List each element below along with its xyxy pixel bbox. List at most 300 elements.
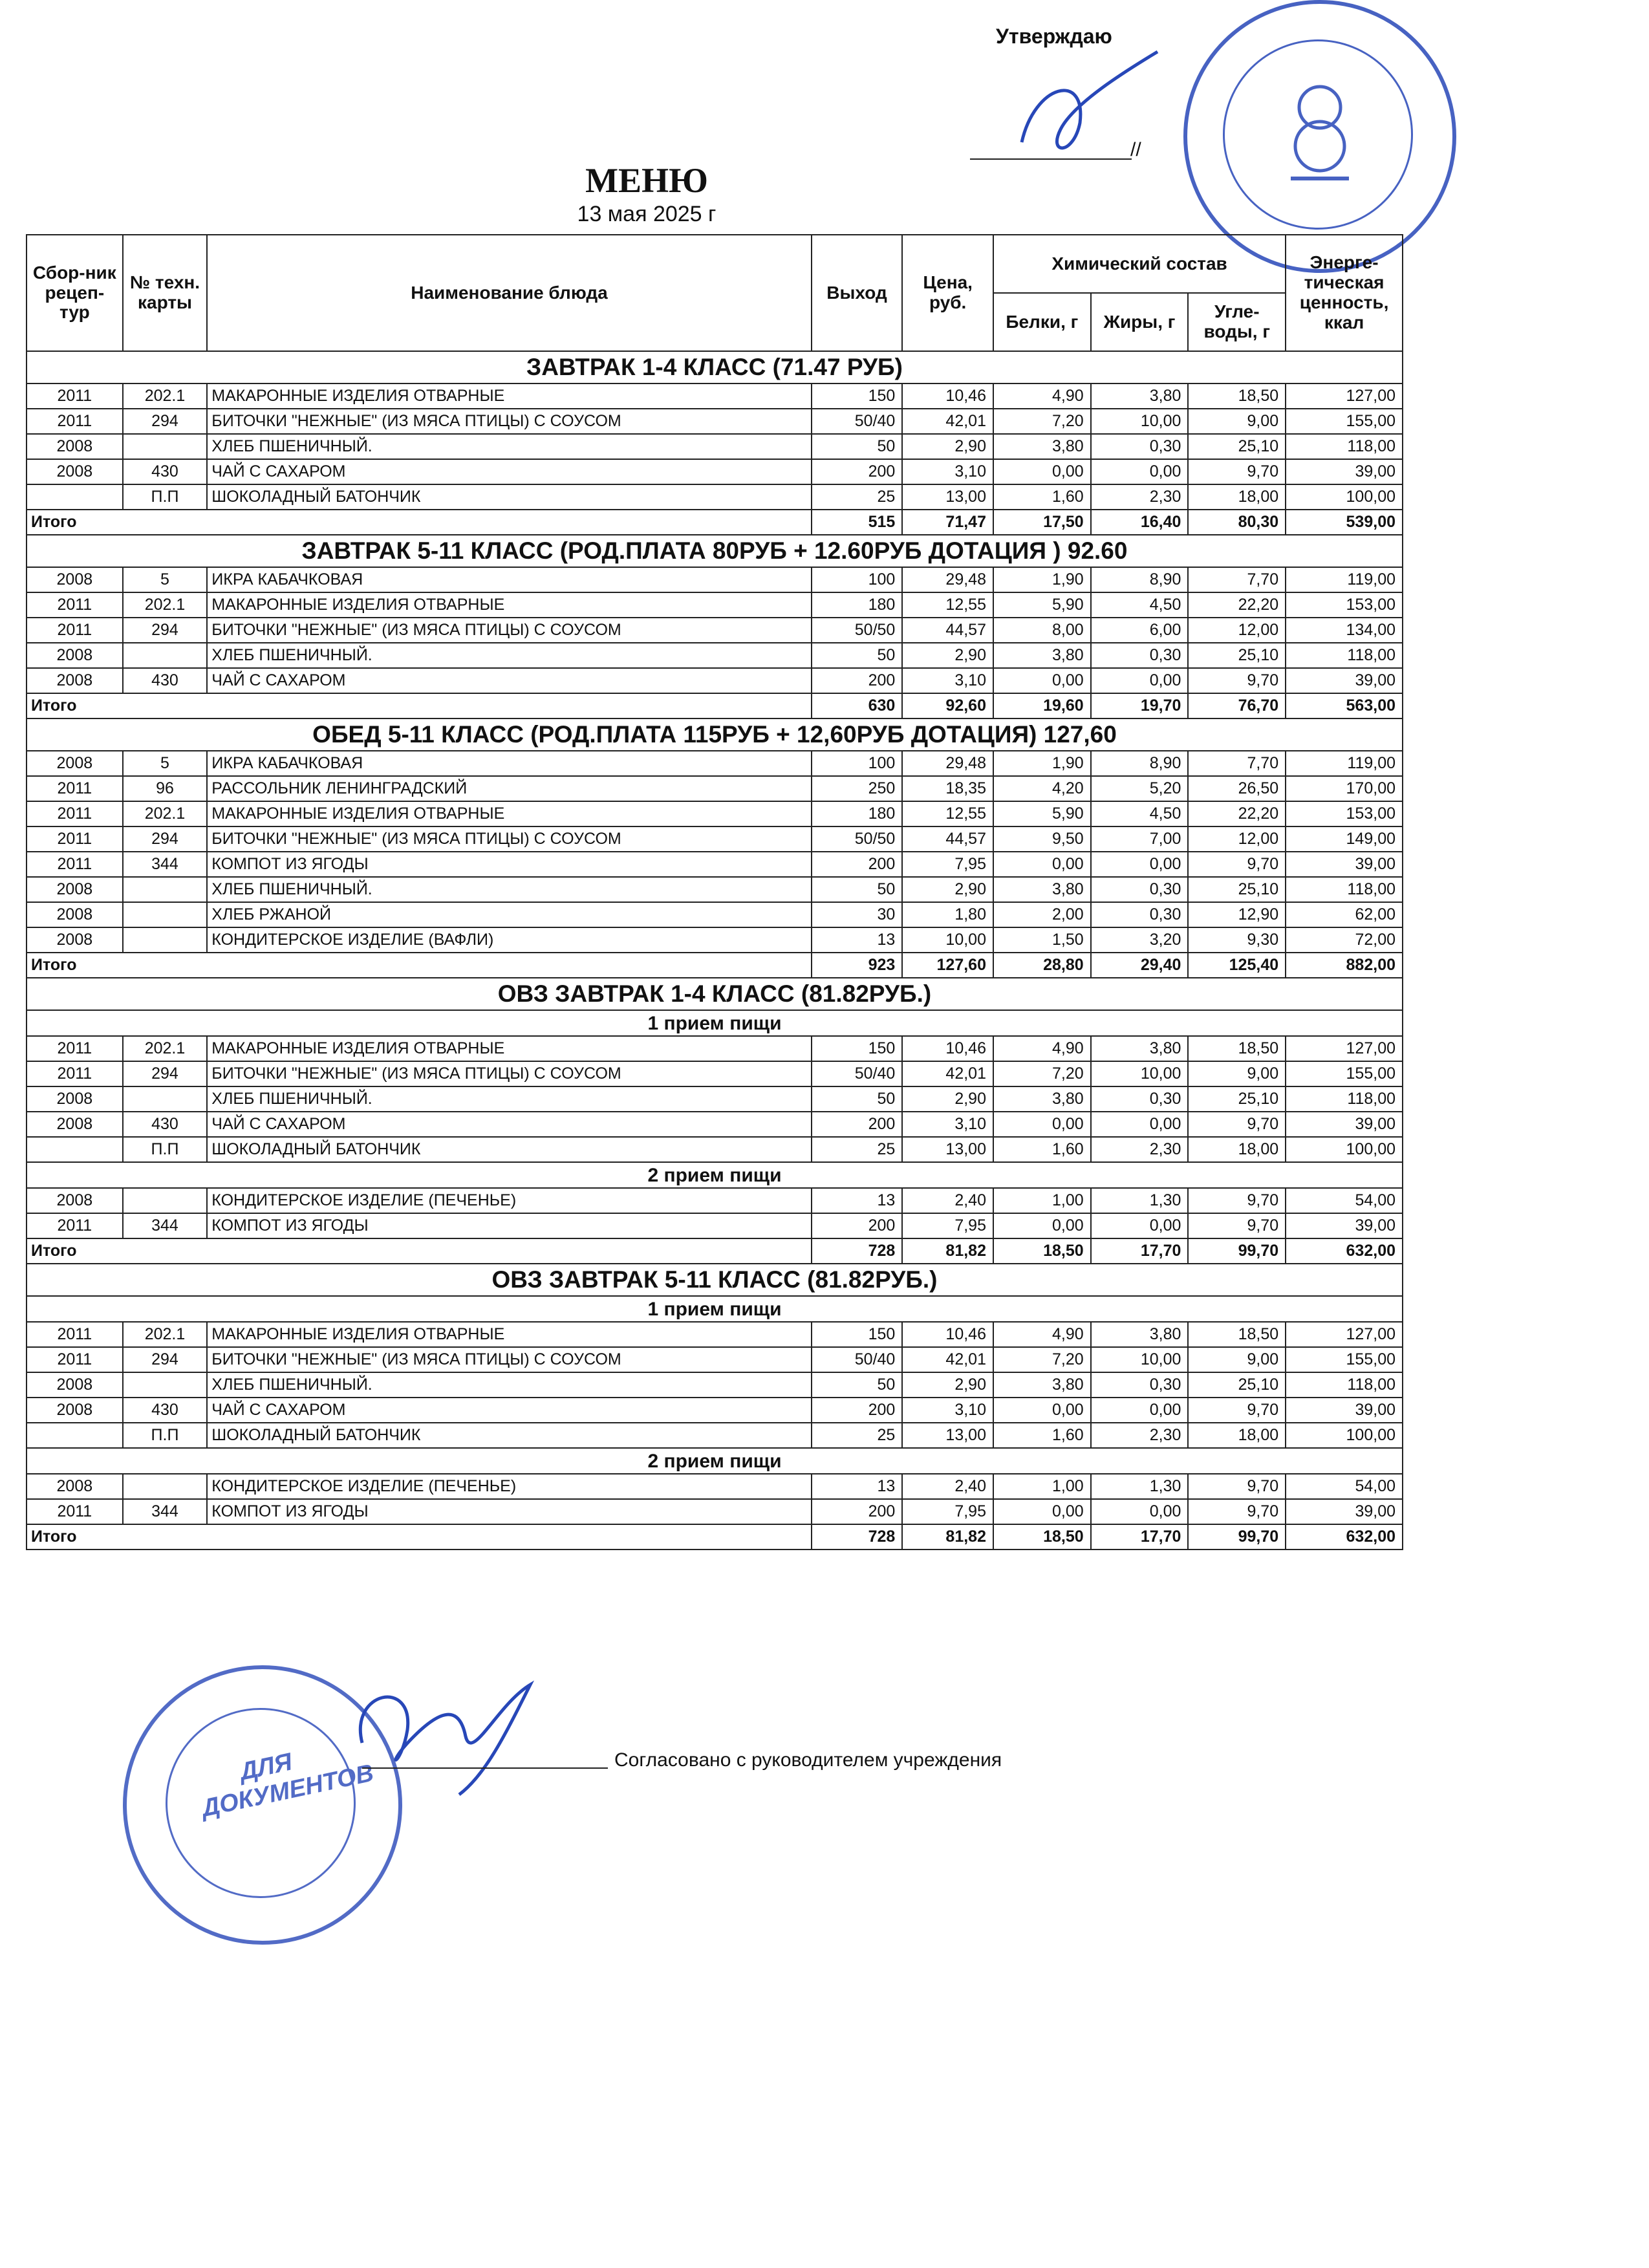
total-label: Итого: [27, 1524, 812, 1550]
table-row: [27, 1086, 1403, 1112]
fat-cell: 7,00: [1091, 826, 1189, 852]
card-cell: 96: [123, 776, 208, 801]
table-row: [27, 459, 1403, 484]
price-cell: 44,57: [902, 826, 993, 852]
dish-name-cell: БИТОЧКИ "НЕЖНЫЕ" (ИЗ МЯСА ПТИЦЫ) С СОУСОМ: [207, 1061, 811, 1086]
collection-cell: 2008: [27, 643, 123, 668]
carbs-cell: 25,10: [1188, 643, 1286, 668]
card-cell: 294: [123, 409, 208, 434]
table-row: [27, 1347, 1403, 1372]
fat-cell: 0,00: [1091, 668, 1189, 693]
meal-subtitle-row: [27, 1296, 1403, 1322]
card-cell: [123, 1086, 208, 1112]
yield-cell: 50/50: [812, 826, 903, 852]
fat-cell: 0,00: [1091, 459, 1189, 484]
carbs-cell: 25,10: [1188, 1372, 1286, 1398]
total-label: Итого: [27, 510, 812, 535]
table-row: [27, 383, 1403, 409]
dish-name-cell: ХЛЕБ ПШЕНИЧНЫЙ.: [207, 1372, 811, 1398]
yield-cell: 200: [812, 852, 903, 877]
section-title: ОВЗ ЗАВТРАК 5-11 КЛАСС (81.82РУБ.): [27, 1264, 1403, 1296]
collection-cell: 2008: [27, 927, 123, 953]
meal-subtitle: 2 прием пищи: [27, 1448, 1403, 1474]
total-energy: 539,00: [1286, 510, 1403, 535]
table-row: [27, 668, 1403, 693]
price-cell: 10,00: [902, 927, 993, 953]
carbs-cell: 9,70: [1188, 668, 1286, 693]
card-cell: 344: [123, 1499, 208, 1524]
dish-name-cell: КОНДИТЕРСКОЕ ИЗДЕЛИЕ (ПЕЧЕНЬЕ): [207, 1188, 811, 1213]
fat-cell: 2,30: [1091, 1137, 1189, 1162]
table-row: [27, 927, 1403, 953]
col-yield-header: Выход: [812, 235, 903, 351]
fat-cell: 0,00: [1091, 852, 1189, 877]
yield-cell: 200: [812, 459, 903, 484]
card-cell: 294: [123, 826, 208, 852]
total-fat: 17,70: [1091, 1238, 1189, 1264]
card-cell: 430: [123, 459, 208, 484]
dish-name-cell: МАКАРОННЫЕ ИЗДЕЛИЯ ОТВАРНЫЕ: [207, 383, 811, 409]
total-row: [27, 510, 1403, 535]
dish-name-cell: КОНДИТЕРСКОЕ ИЗДЕЛИЕ (ПЕЧЕНЬЕ): [207, 1474, 811, 1499]
protein-cell: 1,50: [993, 927, 1091, 953]
price-cell: 2,40: [902, 1188, 993, 1213]
yield-cell: 25: [812, 1423, 903, 1448]
yield-cell: 50/40: [812, 1061, 903, 1086]
meal-subtitle: 1 прием пищи: [27, 1010, 1403, 1036]
price-cell: 2,90: [902, 877, 993, 902]
price-cell: 2,90: [902, 643, 993, 668]
collection-cell: 2011: [27, 776, 123, 801]
total-carbs: 76,70: [1188, 693, 1286, 718]
price-cell: 3,10: [902, 668, 993, 693]
table-row: [27, 1188, 1403, 1213]
dish-name-cell: БИТОЧКИ "НЕЖНЫЕ" (ИЗ МЯСА ПТИЦЫ) С СОУСОМ: [207, 826, 811, 852]
dish-name-cell: ХЛЕБ ПШЕНИЧНЫЙ.: [207, 434, 811, 459]
protein-cell: 4,90: [993, 383, 1091, 409]
total-fat: 19,70: [1091, 693, 1189, 718]
dish-name-cell: МАКАРОННЫЕ ИЗДЕЛИЯ ОТВАРНЫЕ: [207, 1036, 811, 1061]
price-cell: 13,00: [902, 484, 993, 510]
menu-date: 13 мая 2025 г: [577, 202, 717, 226]
col-protein-header: Белки, г: [993, 293, 1091, 351]
protein-cell: 3,80: [993, 643, 1091, 668]
dish-name-cell: МАКАРОННЫЕ ИЗДЕЛИЯ ОТВАРНЫЕ: [207, 592, 811, 618]
protein-cell: 9,50: [993, 826, 1091, 852]
price-cell: 10,46: [902, 1322, 993, 1347]
dish-name-cell: ШОКОЛАДНЫЙ БАТОНЧИК: [207, 1423, 811, 1448]
total-protein: 18,50: [993, 1524, 1091, 1550]
yield-cell: 150: [812, 1036, 903, 1061]
protein-cell: 7,20: [993, 1061, 1091, 1086]
card-cell: 202.1: [123, 801, 208, 826]
carbs-cell: 9,00: [1188, 1347, 1286, 1372]
col-collection-header: Сбор-ник рецеп-тур: [27, 235, 123, 351]
fat-cell: 6,00: [1091, 618, 1189, 643]
fat-cell: 10,00: [1091, 1347, 1189, 1372]
table-row: [27, 1474, 1403, 1499]
fat-cell: 0,00: [1091, 1398, 1189, 1423]
protein-cell: 1,00: [993, 1474, 1091, 1499]
carbs-cell: 18,50: [1188, 383, 1286, 409]
energy-cell: 155,00: [1286, 1061, 1403, 1086]
price-cell: 13,00: [902, 1137, 993, 1162]
yield-cell: 200: [812, 1213, 903, 1238]
meal-subtitle-row: [27, 1010, 1403, 1036]
collection-cell: 2011: [27, 801, 123, 826]
card-cell: [123, 1372, 208, 1398]
total-row: [27, 693, 1403, 718]
energy-cell: 100,00: [1286, 484, 1403, 510]
carbs-cell: 7,70: [1188, 567, 1286, 592]
total-label: Итого: [27, 693, 812, 718]
director-signature: [1009, 45, 1170, 168]
total-carbs: 99,70: [1188, 1524, 1286, 1550]
dish-name-cell: БИТОЧКИ "НЕЖНЫЕ" (ИЗ МЯСА ПТИЦЫ) С СОУСОМ: [207, 409, 811, 434]
yield-cell: 100: [812, 567, 903, 592]
table-row: [27, 877, 1403, 902]
yield-cell: 200: [812, 1499, 903, 1524]
total-yield: 515: [812, 510, 903, 535]
dish-name-cell: МАКАРОННЫЕ ИЗДЕЛИЯ ОТВАРНЫЕ: [207, 1322, 811, 1347]
fat-cell: 0,30: [1091, 434, 1189, 459]
table-row: [27, 1398, 1403, 1423]
protein-cell: 1,60: [993, 1423, 1091, 1448]
price-cell: 2,90: [902, 1372, 993, 1398]
carbs-cell: 9,00: [1188, 409, 1286, 434]
card-cell: 294: [123, 618, 208, 643]
card-cell: 202.1: [123, 592, 208, 618]
protein-cell: 3,80: [993, 1086, 1091, 1112]
table-row: [27, 1061, 1403, 1086]
energy-cell: 149,00: [1286, 826, 1403, 852]
total-row: [27, 953, 1403, 978]
carbs-cell: 18,50: [1188, 1322, 1286, 1347]
yield-cell: 100: [812, 751, 903, 776]
total-energy: 563,00: [1286, 693, 1403, 718]
carbs-cell: 18,50: [1188, 1036, 1286, 1061]
collection-cell: 2011: [27, 1322, 123, 1347]
yield-cell: 200: [812, 1112, 903, 1137]
yield-cell: 180: [812, 592, 903, 618]
card-cell: 294: [123, 1347, 208, 1372]
yield-cell: 13: [812, 927, 903, 953]
table-row: [27, 1137, 1403, 1162]
collection-cell: 2011: [27, 1213, 123, 1238]
dish-name-cell: КОМПОТ ИЗ ЯГОДЫ: [207, 1213, 811, 1238]
price-cell: 29,48: [902, 751, 993, 776]
section-title: ОВЗ ЗАВТРАК 1-4 КЛАСС (81.82РУБ.): [27, 978, 1403, 1010]
dish-name-cell: ИКРА КАБАЧКОВАЯ: [207, 567, 811, 592]
energy-cell: 155,00: [1286, 409, 1403, 434]
total-label: Итого: [27, 953, 812, 978]
dish-name-cell: ЧАЙ С САХАРОМ: [207, 459, 811, 484]
card-cell: [123, 902, 208, 927]
meal-subtitle-row: [27, 1448, 1403, 1474]
manager-signature: [336, 1665, 582, 1801]
price-cell: 18,35: [902, 776, 993, 801]
price-cell: 29,48: [902, 567, 993, 592]
energy-cell: 155,00: [1286, 1347, 1403, 1372]
collection-cell: 2011: [27, 618, 123, 643]
card-cell: П.П: [123, 1423, 208, 1448]
approve-signature-line: [970, 158, 1132, 160]
table-row: [27, 618, 1403, 643]
dish-name-cell: БИТОЧКИ "НЕЖНЫЕ" (ИЗ МЯСА ПТИЦЫ) С СОУСОМ: [207, 1347, 811, 1372]
agreed-text: Согласовано с руководителем учреждения: [614, 1749, 1002, 1771]
dish-name-cell: ХЛЕБ ПШЕНИЧНЫЙ.: [207, 1086, 811, 1112]
card-cell: 344: [123, 1213, 208, 1238]
meal-subtitle: 1 прием пищи: [27, 1296, 1403, 1322]
protein-cell: 0,00: [993, 852, 1091, 877]
price-cell: 2,90: [902, 434, 993, 459]
collection-cell: 2008: [27, 668, 123, 693]
protein-cell: 3,80: [993, 434, 1091, 459]
collection-cell: 2008: [27, 1398, 123, 1423]
collection-cell: [27, 1423, 123, 1448]
yield-cell: 200: [812, 668, 903, 693]
card-cell: 5: [123, 567, 208, 592]
total-price: 92,60: [902, 693, 993, 718]
collection-cell: 2008: [27, 1086, 123, 1112]
total-yield: 728: [812, 1238, 903, 1264]
price-cell: 1,80: [902, 902, 993, 927]
protein-cell: 0,00: [993, 1112, 1091, 1137]
yield-cell: 50: [812, 643, 903, 668]
energy-cell: 119,00: [1286, 751, 1403, 776]
fat-cell: 10,00: [1091, 1061, 1189, 1086]
price-cell: 2,90: [902, 1086, 993, 1112]
total-price: 81,82: [902, 1524, 993, 1550]
energy-cell: 54,00: [1286, 1188, 1403, 1213]
collection-cell: 2008: [27, 1188, 123, 1213]
meal-subtitle-row: [27, 1162, 1403, 1188]
energy-cell: 100,00: [1286, 1137, 1403, 1162]
table-row: [27, 1372, 1403, 1398]
carbs-cell: 18,00: [1188, 1423, 1286, 1448]
approve-slashes: //: [1130, 139, 1141, 160]
section-title-row: [27, 535, 1403, 567]
collection-cell: 2011: [27, 409, 123, 434]
energy-cell: 118,00: [1286, 434, 1403, 459]
yield-cell: 50: [812, 434, 903, 459]
energy-cell: 39,00: [1286, 1398, 1403, 1423]
carbs-cell: 9,00: [1188, 1061, 1286, 1086]
total-fat: 16,40: [1091, 510, 1189, 535]
table-row: [27, 434, 1403, 459]
price-cell: 3,10: [902, 459, 993, 484]
section-title-row: [27, 718, 1403, 751]
carbs-cell: 12,00: [1188, 826, 1286, 852]
table-row: [27, 801, 1403, 826]
fat-cell: 5,20: [1091, 776, 1189, 801]
yield-cell: 150: [812, 1322, 903, 1347]
protein-cell: 1,60: [993, 1137, 1091, 1162]
fat-cell: 3,80: [1091, 1036, 1189, 1061]
protein-cell: 2,00: [993, 902, 1091, 927]
collection-cell: 2008: [27, 1372, 123, 1398]
collection-cell: 2011: [27, 826, 123, 852]
dish-name-cell: РАССОЛЬНИК ЛЕНИНГРАДСКИЙ: [207, 776, 811, 801]
total-price: 71,47: [902, 510, 993, 535]
col-card-header: № техн. карты: [123, 235, 208, 351]
protein-cell: 5,90: [993, 592, 1091, 618]
energy-cell: 118,00: [1286, 1086, 1403, 1112]
total-price: 127,60: [902, 953, 993, 978]
energy-cell: 118,00: [1286, 1372, 1403, 1398]
fat-cell: 3,80: [1091, 1322, 1189, 1347]
fat-cell: 8,90: [1091, 751, 1189, 776]
collection-cell: 2008: [27, 459, 123, 484]
fat-cell: 0,00: [1091, 1499, 1189, 1524]
yield-cell: 25: [812, 484, 903, 510]
table-row: [27, 567, 1403, 592]
protein-cell: 4,90: [993, 1036, 1091, 1061]
dish-name-cell: МАКАРОННЫЕ ИЗДЕЛИЯ ОТВАРНЫЕ: [207, 801, 811, 826]
energy-cell: 127,00: [1286, 1322, 1403, 1347]
total-fat: 29,40: [1091, 953, 1189, 978]
protein-cell: 1,90: [993, 751, 1091, 776]
collection-cell: 2008: [27, 877, 123, 902]
table-row: [27, 751, 1403, 776]
fat-cell: 4,50: [1091, 801, 1189, 826]
total-carbs: 125,40: [1188, 953, 1286, 978]
collection-cell: 2011: [27, 383, 123, 409]
table-row: [27, 902, 1403, 927]
price-cell: 42,01: [902, 1061, 993, 1086]
price-cell: 12,55: [902, 592, 993, 618]
fat-cell: 3,80: [1091, 383, 1189, 409]
approve-label: Утверждаю: [996, 25, 1112, 48]
collection-cell: [27, 1137, 123, 1162]
energy-cell: 118,00: [1286, 877, 1403, 902]
energy-cell: 54,00: [1286, 1474, 1403, 1499]
table-row: [27, 592, 1403, 618]
price-cell: 10,46: [902, 383, 993, 409]
collection-cell: [27, 484, 123, 510]
total-protein: 18,50: [993, 1238, 1091, 1264]
card-cell: [123, 927, 208, 953]
card-cell: 202.1: [123, 1036, 208, 1061]
protein-cell: 5,90: [993, 801, 1091, 826]
menu-body: [27, 351, 1403, 1550]
yield-cell: 25: [812, 1137, 903, 1162]
table-row: [27, 1322, 1403, 1347]
total-protein: 19,60: [993, 693, 1091, 718]
price-cell: 7,95: [902, 852, 993, 877]
dish-name-cell: КОНДИТЕРСКОЕ ИЗДЕЛИЕ (ВАФЛИ): [207, 927, 811, 953]
price-cell: 3,10: [902, 1112, 993, 1137]
collection-cell: 2008: [27, 902, 123, 927]
meal-subtitle: 2 прием пищи: [27, 1162, 1403, 1188]
protein-cell: 7,20: [993, 409, 1091, 434]
price-cell: 42,01: [902, 409, 993, 434]
fat-cell: 1,30: [1091, 1474, 1189, 1499]
carbs-cell: 22,20: [1188, 801, 1286, 826]
table-row: [27, 776, 1403, 801]
yield-cell: 30: [812, 902, 903, 927]
carbs-cell: 9,30: [1188, 927, 1286, 953]
table-row: [27, 643, 1403, 668]
fat-cell: 10,00: [1091, 409, 1189, 434]
collection-cell: 2011: [27, 1036, 123, 1061]
total-carbs: 80,30: [1188, 510, 1286, 535]
dish-name-cell: ХЛЕБ РЖАНОЙ: [207, 902, 811, 927]
protein-cell: 1,90: [993, 567, 1091, 592]
yield-cell: 50: [812, 877, 903, 902]
fat-cell: 3,20: [1091, 927, 1189, 953]
total-label: Итого: [27, 1238, 812, 1264]
table-row: [27, 409, 1403, 434]
total-protein: 28,80: [993, 953, 1091, 978]
carbs-cell: 22,20: [1188, 592, 1286, 618]
carbs-cell: 9,70: [1188, 1213, 1286, 1238]
col-chem-header: Химический состав: [993, 235, 1286, 293]
price-cell: 12,55: [902, 801, 993, 826]
col-fat-header: Жиры, г: [1091, 293, 1189, 351]
fat-cell: 1,30: [1091, 1188, 1189, 1213]
section-title-row: [27, 351, 1403, 383]
carbs-cell: 18,00: [1188, 484, 1286, 510]
yield-cell: 50/40: [812, 1347, 903, 1372]
agree-signature-line: [362, 1767, 608, 1769]
collection-cell: 2008: [27, 434, 123, 459]
carbs-cell: 25,10: [1188, 877, 1286, 902]
dish-name-cell: БИТОЧКИ "НЕЖНЫЕ" (ИЗ МЯСА ПТИЦЫ) С СОУСОМ: [207, 618, 811, 643]
energy-cell: 119,00: [1286, 567, 1403, 592]
collection-cell: 2011: [27, 852, 123, 877]
collection-cell: 2008: [27, 1474, 123, 1499]
fat-cell: 2,30: [1091, 1423, 1189, 1448]
protein-cell: 7,20: [993, 1347, 1091, 1372]
price-cell: 42,01: [902, 1347, 993, 1372]
total-price: 81,82: [902, 1238, 993, 1264]
table-row: [27, 852, 1403, 877]
card-cell: 430: [123, 1398, 208, 1423]
card-cell: 202.1: [123, 1322, 208, 1347]
energy-cell: 134,00: [1286, 618, 1403, 643]
protein-cell: 0,00: [993, 668, 1091, 693]
dish-name-cell: ХЛЕБ ПШЕНИЧНЫЙ.: [207, 643, 811, 668]
price-cell: 10,46: [902, 1036, 993, 1061]
yield-cell: 200: [812, 1398, 903, 1423]
dish-name-cell: ЧАЙ С САХАРОМ: [207, 1112, 811, 1137]
price-cell: 7,95: [902, 1499, 993, 1524]
carbs-cell: 9,70: [1188, 852, 1286, 877]
carbs-cell: 12,90: [1188, 902, 1286, 927]
col-price-header: Цена, руб.: [902, 235, 993, 351]
protein-cell: 1,00: [993, 1188, 1091, 1213]
total-yield: 728: [812, 1524, 903, 1550]
carbs-cell: 7,70: [1188, 751, 1286, 776]
section-title-row: [27, 1264, 1403, 1296]
carbs-cell: 9,70: [1188, 1112, 1286, 1137]
table-row: [27, 1423, 1403, 1448]
carbs-cell: 25,10: [1188, 1086, 1286, 1112]
dish-name-cell: ЧАЙ С САХАРОМ: [207, 1398, 811, 1423]
chef-emblem-icon: [1265, 75, 1375, 191]
carbs-cell: 26,50: [1188, 776, 1286, 801]
card-cell: 5: [123, 751, 208, 776]
total-protein: 17,50: [993, 510, 1091, 535]
total-energy: 882,00: [1286, 953, 1403, 978]
price-cell: 2,40: [902, 1474, 993, 1499]
menu-table: [26, 234, 1403, 1550]
energy-cell: 153,00: [1286, 592, 1403, 618]
carbs-cell: 9,70: [1188, 1398, 1286, 1423]
table-row: [27, 1499, 1403, 1524]
col-carbs-header: Угле-воды, г: [1188, 293, 1286, 351]
